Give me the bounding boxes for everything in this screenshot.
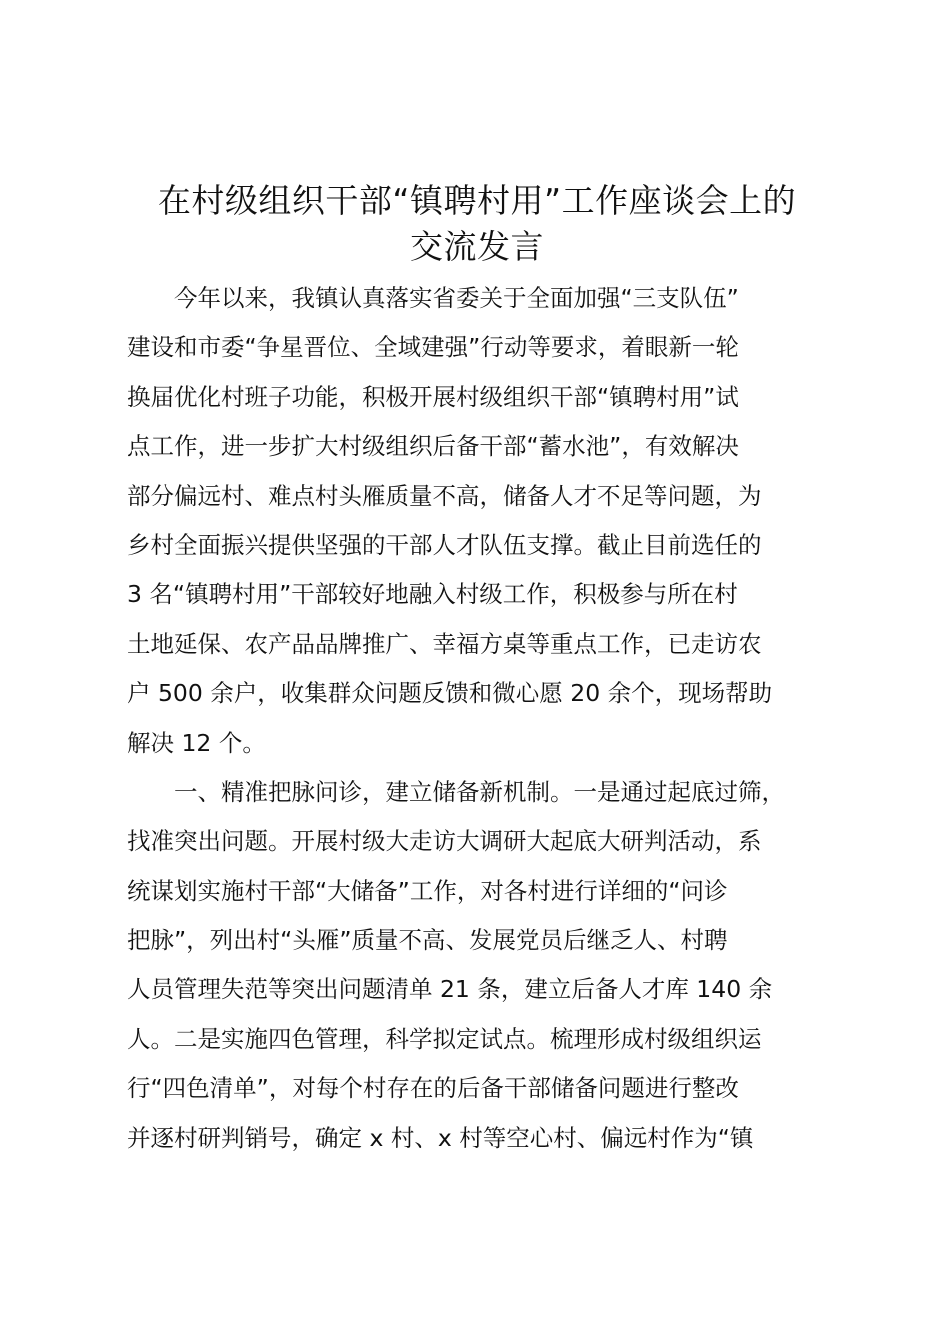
text-line: 户 500 余户，收集群众问题反馈和微心愿 20 余个，现场帮助: [127, 679, 773, 708]
paragraph-intro: [127, 274, 827, 768]
text-line: 人员管理失范等突出问题清单 21 条，建立后备人才库 140 余: [127, 975, 773, 1004]
text-line: 部分偏远村、难点村头雁质量不高，储备人才不足等问题，为: [127, 481, 762, 510]
text-line: 找准突出问题。开展村级大走访大调研大起底大研判活动，系: [127, 827, 762, 856]
text-line: 今年以来，我镇认真落实省委关于全面加强“三支队伍”: [174, 284, 739, 312]
text-line: 行“四色清单”，对每个村存在的后备干部储备问题进行整改: [127, 1074, 739, 1103]
text-line: 人。二是实施四色管理，科学拟定试点。梳理形成村级组织运: [127, 1024, 762, 1053]
text-line: 乡村全面振兴提供坚强的干部人才队伍支撑。截止目前选任的: [127, 530, 762, 559]
text-line: 解决 12 个。: [127, 728, 266, 757]
text-line: 把脉”，列出村“头雁”质量不高、发展党员后继乏人、村聘: [127, 926, 728, 955]
document-title: [127, 178, 827, 270]
title-line: 在村级组织干部“镇聘村用”工作座谈会上的: [157, 181, 797, 220]
document-page: [127, 178, 827, 1163]
text-line: 一、精准把脉问诊，建立储备新机制。一是通过起底过筛，: [174, 777, 785, 806]
document-body: [127, 274, 827, 1163]
text-line: 点工作，进一步扩大村级组织后备干部“蓄水池”，有效解决: [127, 432, 739, 461]
text-line: 土地延保、农产品品牌推广、幸福方桌等重点工作，已走访农: [127, 629, 762, 658]
text-line: 建设和市委“争星晋位、全域建强”行动等要求，着眼新一轮: [127, 333, 739, 362]
text-line: 统谋划实施村干部“大储备”工作，对各村进行详细的“问诊: [127, 876, 728, 905]
text-line: 3 名“镇聘村用”干部较好地融入村级工作，积极参与所在村: [127, 580, 738, 609]
paragraph-section-one: [127, 768, 827, 1163]
text-line: 并逐村研判销号，确定 x 村、x 村等空心村、偏远村作为“镇: [127, 1123, 754, 1152]
title-line: 交流发言: [410, 227, 544, 266]
text-line: 换届优化村班子功能，积极开展村级组织干部“镇聘村用”试: [127, 382, 739, 411]
